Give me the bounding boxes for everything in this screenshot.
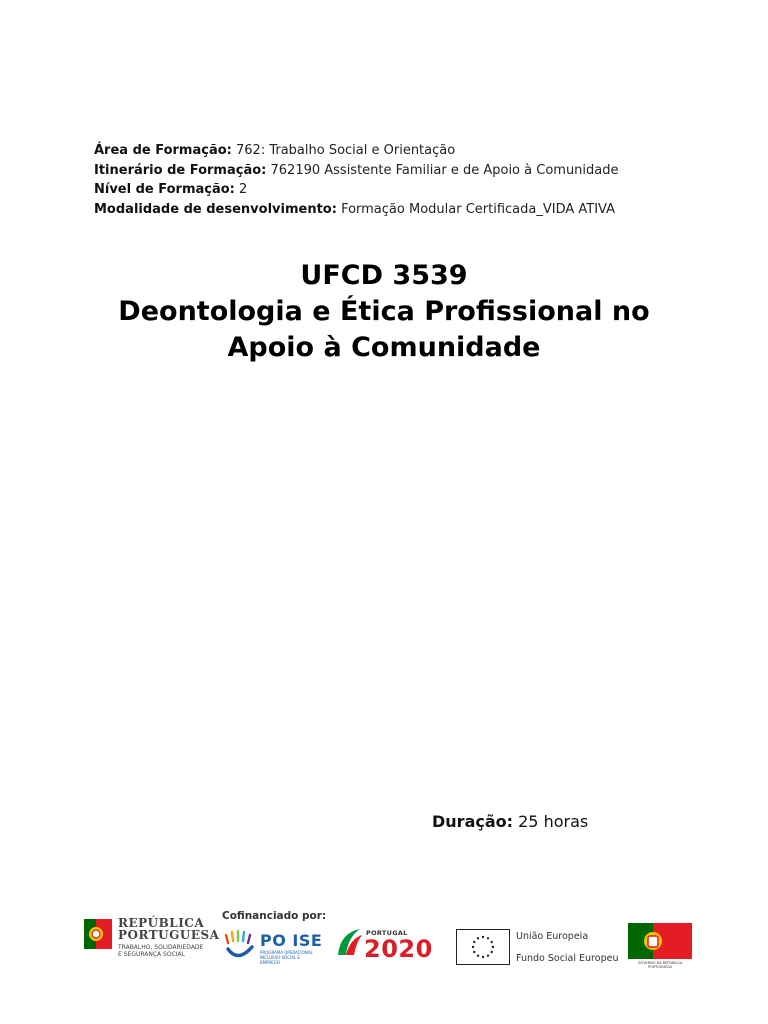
area-formacao-row	[94, 141, 619, 161]
nivel-formacao-row	[94, 180, 619, 200]
republica-sub1: TRABALHO, SOLIDARIEDADE	[118, 944, 204, 951]
itinerario-formacao-value: 762190 Assistente Familiar e de Apoio à Comunidade	[270, 162, 619, 178]
year-2020: 2020	[364, 935, 433, 963]
republica-sub2: E SEGURANÇA SOCIAL	[118, 951, 185, 958]
funding-logos-footer	[0, 905, 768, 975]
po-ise-name: PO ISE	[260, 931, 323, 950]
modalidade-value: Formação Modular Certificada_VIDA ATIVA	[341, 201, 615, 217]
duracao-label: Duração:	[432, 812, 514, 831]
eu-line2: Fundo Social Europeu	[516, 953, 619, 964]
modalidade-row	[94, 200, 619, 220]
title-line-3: Apoio à Comunidade	[227, 332, 541, 363]
itinerario-formacao-label: Itinerário de Formação:	[94, 162, 267, 178]
po-ise-subtitle: PROGRAMA OPERACIONAL INCLUSÃO SOCIAL E EMPREGO	[260, 950, 313, 965]
portugal-flag-icon	[628, 923, 692, 961]
nivel-formacao-label: Nível de Formação:	[94, 182, 235, 197]
area-formacao-value: 762: Trabalho Social e Orientação	[236, 143, 456, 158]
modalidade-label: Modalidade de desenvolvimento:	[94, 201, 337, 217]
nivel-formacao-value: 2	[239, 182, 248, 197]
eu-flag-icon	[456, 929, 510, 965]
itinerario-formacao-row	[94, 161, 619, 181]
republica-portuguesa-logo	[84, 916, 220, 965]
republica-line2: PORTUGUESA	[118, 928, 220, 942]
title-ufcd-code: UFCD 3539	[300, 260, 468, 291]
document-title	[0, 258, 768, 366]
po-ise-logo	[222, 929, 332, 965]
portugal-2020-mark-icon	[336, 927, 364, 957]
uniao-europeia-logo	[456, 929, 626, 969]
portugal-label: PORTUGAL	[366, 929, 408, 937]
cofinanciado-label: Cofinanciado por:	[222, 910, 327, 922]
pt-emblem-icon	[84, 917, 114, 953]
title-line-2: Deontologia e Ética Profissional no	[118, 296, 650, 327]
po-ise-hands-icon	[222, 929, 258, 963]
duracao-value: 25 horas	[518, 812, 589, 831]
governo-caption: GOVERNO DA REPÚBLICA PORTUGUESA	[637, 961, 683, 969]
eu-line1: União Europeia	[516, 931, 589, 942]
governo-portugal-logo	[628, 923, 692, 971]
course-metadata	[94, 141, 619, 219]
duracao	[432, 812, 588, 831]
area-formacao-label: Área de Formação:	[94, 143, 232, 158]
republica-line1: REPÚBLICA	[118, 916, 205, 930]
portugal-2020-logo	[336, 927, 454, 967]
